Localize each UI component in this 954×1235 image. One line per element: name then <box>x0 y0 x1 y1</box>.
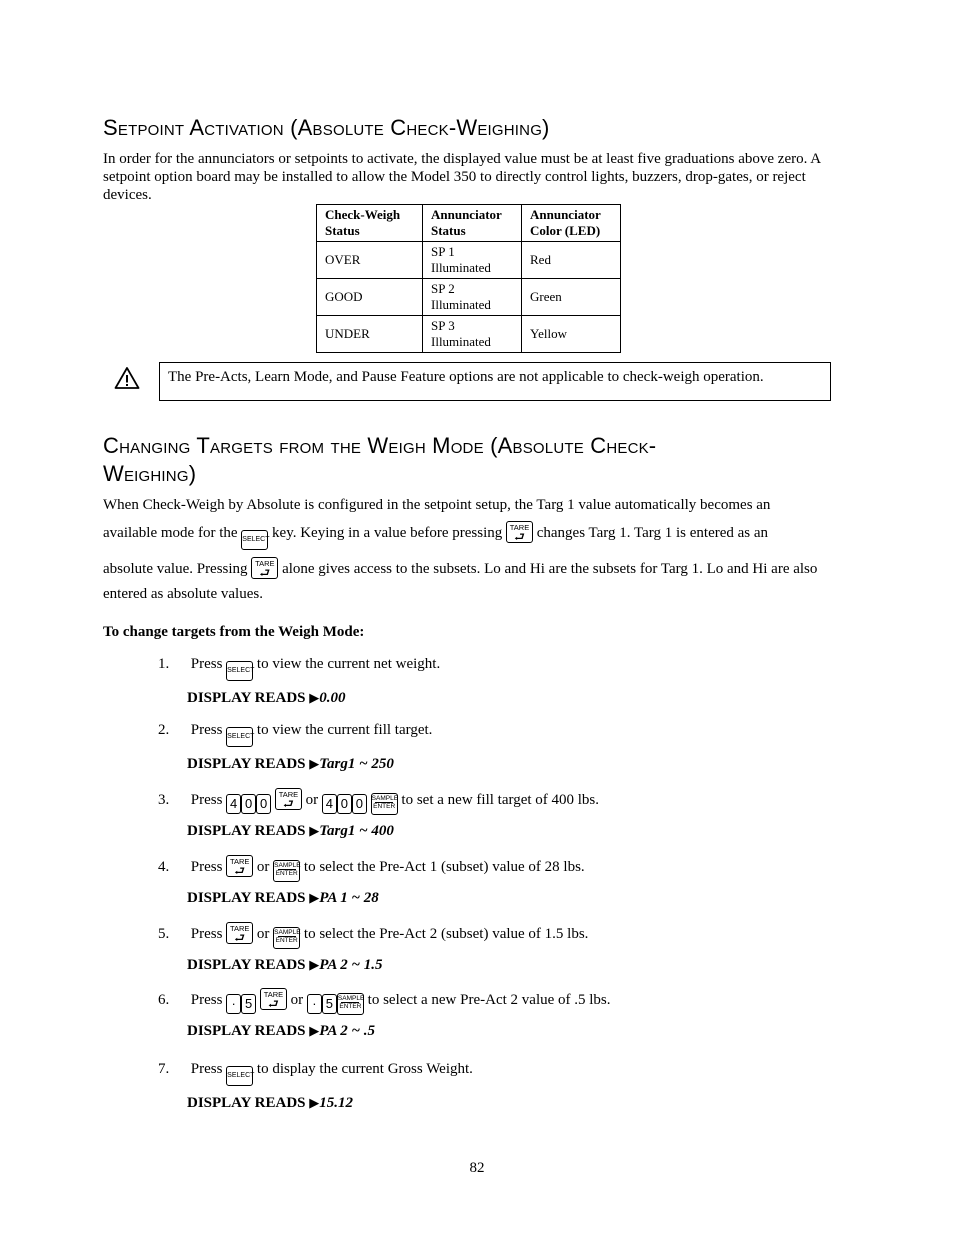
play-triangle-icon: ▶ <box>309 823 320 838</box>
table-cell: SP 1 Illuminated <box>423 242 522 279</box>
table-cell: SP 3 Illuminated <box>423 316 522 353</box>
or-label: or <box>256 859 270 875</box>
warning-icon <box>114 366 140 390</box>
select-key-icon: SELECT <box>241 530 268 550</box>
section-heading-setpoint-activation: Setpoint Activation (Absolute Check-Weighing) <box>103 115 550 140</box>
key-label: SAMPLE <box>274 862 301 869</box>
table-row <box>317 279 621 316</box>
tare-key-icon <box>226 922 253 944</box>
key-label: ENTER <box>339 1003 362 1010</box>
play-triangle-icon: ▶ <box>309 1023 320 1038</box>
intro-line <box>103 557 817 579</box>
step-text: to select the Pre-Act 2 (subset) value of 1.5 lbs. <box>303 926 589 942</box>
page-number: 82 <box>469 1160 485 1176</box>
tare-key-icon <box>226 855 253 877</box>
return-arrow-icon: ⮐ <box>283 797 294 811</box>
section-heading-changing-targets <box>103 432 656 488</box>
key-label: TARE <box>278 790 299 799</box>
setpoint-paragraph: In order for the annunciators or setpoints to activate, the displayed value must be at least five graduations above zero. A setpoint option board may be installed to allow the Model 350 to directly control lights, buzzers, drop-gates, or reject devices. <box>103 151 821 203</box>
display-reads-label: DISPLAY READS <box>187 823 306 839</box>
table-cell: Green <box>522 279 621 316</box>
annunciator-table <box>316 204 621 353</box>
list-item <box>158 788 599 815</box>
press-label: Press <box>190 722 223 738</box>
play-triangle-icon: ▶ <box>309 957 320 972</box>
key-label: SAMPLE <box>371 795 399 802</box>
display-reads <box>187 1095 353 1112</box>
table-header-row <box>317 205 621 242</box>
procedure-subheading: To change targets from the Weigh Mode: <box>103 624 365 640</box>
digit-0-key-icon: 0 <box>337 794 352 814</box>
press-label: Press <box>190 859 223 875</box>
tare-key-icon <box>251 557 278 579</box>
intro-text: alone gives access to the subsets. Lo and Hi are the subsets for Targ 1. Lo and Hi are also <box>282 561 818 577</box>
display-reads <box>187 823 394 840</box>
key-label: SAMPLE <box>274 929 301 936</box>
key-label: TARE <box>229 924 250 933</box>
digit-4-key-icon: 4 <box>226 794 241 814</box>
display-value: Targ1 ~ 400 <box>319 823 394 839</box>
display-reads-label: DISPLAY READS <box>187 690 306 706</box>
decimal-point-key-icon: · <box>226 994 241 1014</box>
display-reads <box>187 756 394 773</box>
play-triangle-icon: ▶ <box>309 690 320 705</box>
intro-line: When Check-Weigh by Absolute is configured in the setpoint setup, the Targ 1 value automatically becomes an <box>103 497 771 513</box>
digit-0-key-icon: 0 <box>241 794 256 814</box>
step-text: to display the current Gross Weight. <box>256 1061 473 1077</box>
table-cell: Yellow <box>522 316 621 353</box>
table-cell: OVER <box>317 242 423 279</box>
table-cell: Red <box>522 242 621 279</box>
return-arrow-icon: ⮐ <box>514 530 525 544</box>
step-text: to select the Pre-Act 1 (subset) value of 28 lbs. <box>303 859 585 875</box>
key-label: TARE <box>229 857 250 866</box>
list-item <box>158 1061 473 1086</box>
heading-line-1: Changing Targets from the Weigh Mode (Absolute Check- <box>103 433 657 458</box>
note-text: The Pre-Acts, Learn Mode, and Pause Feature options are not applicable to check-weigh operation. <box>168 369 764 385</box>
intro-text: available mode for the <box>103 525 238 541</box>
key-label: ENTER <box>373 803 396 810</box>
return-arrow-icon: ⮐ <box>259 566 271 580</box>
intro-text: changes Targ 1. Targ 1 is entered as an <box>536 525 769 541</box>
step-number: 7. <box>158 1061 170 1077</box>
return-arrow-icon: ⮐ <box>268 997 279 1011</box>
display-reads <box>187 890 379 907</box>
step-number: 6. <box>158 992 170 1008</box>
or-label: or <box>290 992 304 1008</box>
select-key-icon: SELECT <box>226 727 253 747</box>
display-reads <box>187 690 346 707</box>
table-header: Annunciator Status <box>423 205 522 242</box>
sample-enter-key-icon <box>273 927 300 949</box>
key-label: TARE <box>255 559 275 568</box>
display-value: PA 2 ~ .5 <box>319 1023 376 1039</box>
key-label: TARE <box>263 990 284 999</box>
digit-5-key-icon: 5 <box>322 994 337 1014</box>
list-item <box>158 855 585 882</box>
step-text: to select a new Pre-Act 2 value of .5 lbs. <box>367 992 611 1008</box>
digit-0-key-icon: 0 <box>352 794 367 814</box>
select-key-icon: SELECT <box>226 1066 253 1086</box>
press-label: Press <box>190 1061 223 1077</box>
step-text: to view the current net weight. <box>256 656 441 672</box>
digit-0-key-icon: 0 <box>256 794 271 814</box>
press-label: Press <box>190 792 223 808</box>
play-triangle-icon: ▶ <box>309 890 320 905</box>
step-text: to view the current fill target. <box>256 722 433 738</box>
note-box <box>159 362 831 401</box>
step-number: 1. <box>158 656 170 672</box>
or-label: or <box>305 792 319 808</box>
table-cell: UNDER <box>317 316 423 353</box>
press-label: Press <box>190 926 223 942</box>
list-item <box>158 722 432 747</box>
table-cell: GOOD <box>317 279 423 316</box>
step-number: 5. <box>158 926 170 942</box>
sample-enter-key-icon <box>337 993 364 1015</box>
display-value: 0.00 <box>319 690 346 706</box>
digit-5-key-icon: 5 <box>241 994 256 1014</box>
display-value: PA 2 ~ 1.5 <box>319 957 383 973</box>
or-label: or <box>256 926 270 942</box>
display-reads-label: DISPLAY READS <box>187 890 306 906</box>
intro-text: key. Keying in a value before pressing <box>272 525 503 541</box>
tare-key-icon <box>260 988 287 1010</box>
table-header: Annunciator Color (LED) <box>522 205 621 242</box>
intro-line <box>103 521 768 550</box>
display-value: 15.12 <box>319 1095 354 1111</box>
table-row <box>317 316 621 353</box>
key-label: TARE <box>509 523 530 532</box>
list-item <box>158 656 440 681</box>
display-reads <box>187 1023 375 1040</box>
display-reads-label: DISPLAY READS <box>187 756 306 772</box>
key-label: ENTER <box>275 870 298 877</box>
digit-4-key-icon: 4 <box>322 794 337 814</box>
display-value: PA 1 ~ 28 <box>319 890 379 906</box>
table-cell: SP 2 Illuminated <box>423 279 522 316</box>
display-reads-label: DISPLAY READS <box>187 1023 306 1039</box>
intro-text: absolute value. Pressing <box>103 561 248 577</box>
press-label: Press <box>190 656 223 672</box>
intro-line: entered as absolute values. <box>103 586 263 602</box>
display-reads <box>187 957 383 974</box>
key-label: ENTER <box>275 937 298 944</box>
list-item <box>158 922 588 949</box>
list-item <box>158 988 611 1015</box>
table-row <box>317 242 621 279</box>
tare-key-icon <box>275 788 302 810</box>
play-triangle-icon: ▶ <box>309 1095 320 1110</box>
tare-key-icon <box>506 521 533 543</box>
table-header: Check-Weigh Status <box>317 205 423 242</box>
step-text: to set a new fill target of 400 lbs. <box>401 792 600 808</box>
return-arrow-icon: ⮐ <box>234 931 246 945</box>
step-number: 4. <box>158 859 170 875</box>
heading-line-2: Weighing) <box>103 461 197 486</box>
select-key-icon: SELECT <box>226 661 253 681</box>
display-reads-label: DISPLAY READS <box>187 1095 306 1111</box>
press-label: Press <box>190 992 223 1008</box>
sample-enter-key-icon <box>371 793 398 815</box>
play-triangle-icon: ▶ <box>309 756 320 771</box>
key-label: SAMPLE <box>337 995 365 1002</box>
step-number: 3. <box>158 792 170 808</box>
step-number: 2. <box>158 722 170 738</box>
display-value: Targ1 ~ 250 <box>319 756 394 772</box>
display-reads-label: DISPLAY READS <box>187 957 306 973</box>
sample-enter-key-icon <box>273 860 300 882</box>
return-arrow-icon: ⮐ <box>234 864 246 878</box>
decimal-point-key-icon: · <box>307 994 322 1014</box>
